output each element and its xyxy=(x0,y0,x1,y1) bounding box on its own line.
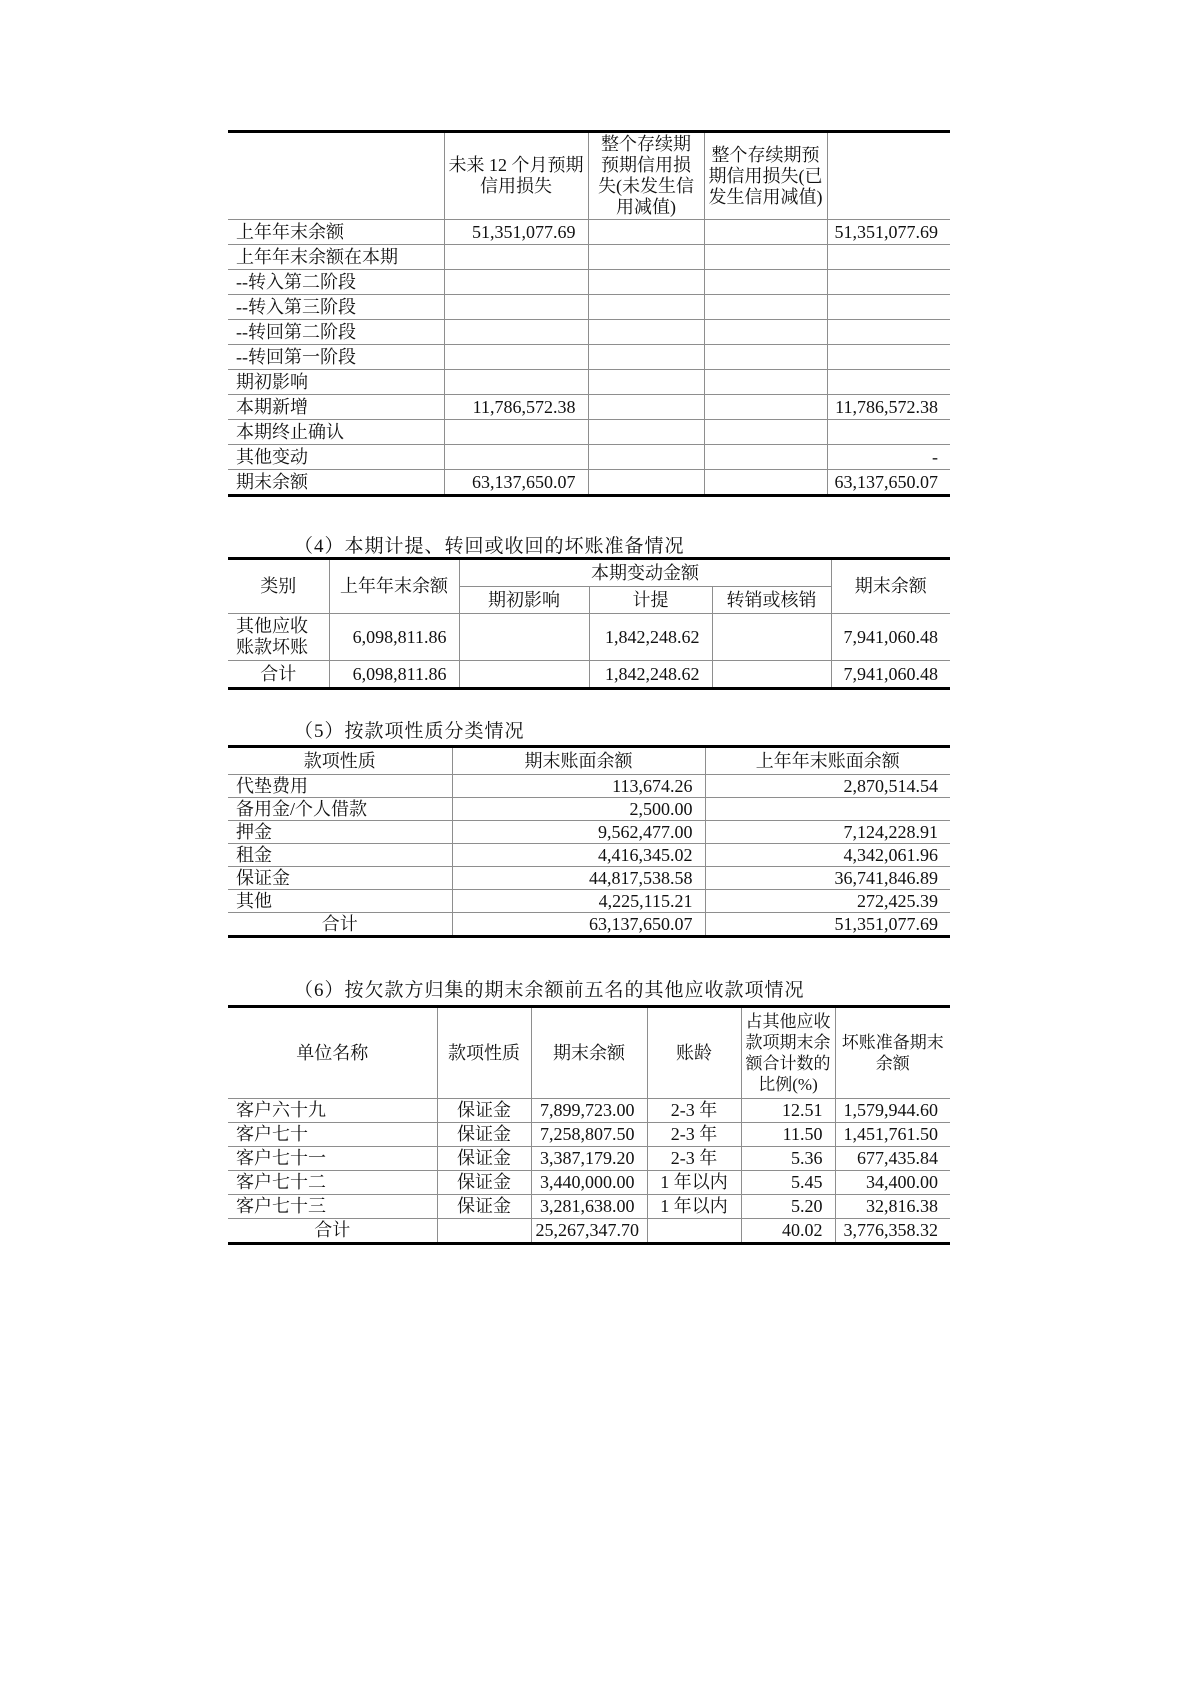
row-label: 其他变动 xyxy=(228,445,444,470)
row-label: 本期终止确认 xyxy=(228,420,444,445)
table-row xyxy=(228,867,950,890)
cell-value: 2-3 年 xyxy=(647,1123,741,1147)
cell-value: 51,351,077.69 xyxy=(827,220,950,245)
cell-value: 44,817,538.58 xyxy=(452,867,705,890)
cell-value: 51,351,077.69 xyxy=(705,913,950,937)
cell-value: 4,225,115.21 xyxy=(452,890,705,913)
cell-value: 25,267,347.70 xyxy=(531,1219,647,1244)
cell-value xyxy=(588,395,704,420)
provision-change-table-wrapper xyxy=(228,557,950,690)
cell-value: 保证金 xyxy=(437,1171,531,1195)
cell-value xyxy=(444,270,588,295)
cell-value: 保证金 xyxy=(437,1147,531,1171)
cell-value: 1 年以内 xyxy=(647,1195,741,1219)
cell-value xyxy=(705,798,950,821)
row-label: 保证金 xyxy=(228,867,452,890)
cell-value xyxy=(588,320,704,345)
cell-value xyxy=(444,320,588,345)
cell-value xyxy=(588,245,704,270)
top-five-debtors-table xyxy=(228,1005,950,1245)
column-header: 期初影响 xyxy=(459,587,589,614)
cell-value: 2,870,514.54 xyxy=(705,775,950,798)
cell-value: 5.45 xyxy=(741,1171,835,1195)
cell-value xyxy=(647,1219,741,1244)
cell-value xyxy=(444,345,588,370)
cell-value xyxy=(704,345,827,370)
column-header: 未来 12 个月预期信用损失 xyxy=(444,132,588,220)
column-header: 单位名称 xyxy=(228,1007,437,1099)
cell-value xyxy=(588,420,704,445)
row-label: --转回第一阶段 xyxy=(228,345,444,370)
table-row xyxy=(228,220,950,245)
cell-value: 1,451,761.50 xyxy=(835,1123,950,1147)
cell-value: 2-3 年 xyxy=(647,1099,741,1123)
cell-value xyxy=(712,661,831,689)
nature-classification-table-wrapper xyxy=(228,745,950,938)
column-header: 转销或核销 xyxy=(712,587,831,614)
cell-value: 7,941,060.48 xyxy=(831,614,950,661)
table-row xyxy=(228,295,950,320)
column-header-group: 本期变动金额 xyxy=(459,559,831,587)
column-header: 款项性质 xyxy=(228,747,452,775)
cell-value xyxy=(827,270,950,295)
row-label: 合计 xyxy=(228,1219,437,1244)
ecl-stage-table-wrapper xyxy=(228,130,950,497)
cell-value xyxy=(827,345,950,370)
cell-value xyxy=(704,370,827,395)
cell-value: 51,351,077.69 xyxy=(444,220,588,245)
cell-value: 5.36 xyxy=(741,1147,835,1171)
column-header xyxy=(827,132,950,220)
provision-header-row1 xyxy=(228,559,950,587)
row-label: 客户七十二 xyxy=(228,1171,437,1195)
cell-value xyxy=(712,614,831,661)
column-header: 账龄 xyxy=(647,1007,741,1099)
cell-value xyxy=(704,445,827,470)
cell-value: 32,816.38 xyxy=(835,1195,950,1219)
cell-value xyxy=(444,295,588,320)
cell-value xyxy=(827,320,950,345)
provision-change-table xyxy=(228,557,950,690)
table-row xyxy=(228,1123,950,1147)
cell-value: 5.20 xyxy=(741,1195,835,1219)
row-label: --转入第三阶段 xyxy=(228,295,444,320)
cell-value: 63,137,650.07 xyxy=(444,470,588,496)
cell-value xyxy=(444,245,588,270)
cell-value xyxy=(459,614,589,661)
row-label: 合计 xyxy=(228,661,329,689)
row-label: 上年年末余额在本期 xyxy=(228,245,444,270)
row-label: 合计 xyxy=(228,913,452,937)
cell-value: 677,435.84 xyxy=(835,1147,950,1171)
debtors-header-row xyxy=(228,1007,950,1099)
cell-value xyxy=(704,295,827,320)
column-header: 计提 xyxy=(589,587,712,614)
row-label: 客户七十三 xyxy=(228,1195,437,1219)
table-row xyxy=(228,1099,950,1123)
row-label: 期初影响 xyxy=(228,370,444,395)
column-header xyxy=(228,132,444,220)
column-header: 期末余额 xyxy=(831,559,950,614)
section6-title: （6）按欠款方归集的期末余额前五名的其他应收款项情况 xyxy=(294,980,805,1001)
cell-value: 1,842,248.62 xyxy=(589,614,712,661)
cell-value: 保证金 xyxy=(437,1195,531,1219)
cell-value xyxy=(588,295,704,320)
cell-value xyxy=(827,295,950,320)
cell-value xyxy=(704,470,827,496)
column-header: 坏账准备期末余额 xyxy=(835,1007,950,1099)
cell-value xyxy=(444,370,588,395)
cell-value xyxy=(588,445,704,470)
table-row xyxy=(228,345,950,370)
row-label: 客户七十一 xyxy=(228,1147,437,1171)
cell-value xyxy=(704,245,827,270)
cell-value xyxy=(588,470,704,496)
column-header: 款项性质 xyxy=(437,1007,531,1099)
cell-value: - xyxy=(827,445,950,470)
cell-value: 保证金 xyxy=(437,1123,531,1147)
table-row xyxy=(228,270,950,295)
row-label: 其他 xyxy=(228,890,452,913)
cell-value xyxy=(588,370,704,395)
cell-value xyxy=(827,245,950,270)
row-label: 代垫费用 xyxy=(228,775,452,798)
table-row-total xyxy=(228,1219,950,1244)
cell-value: 11.50 xyxy=(741,1123,835,1147)
cell-value: 63,137,650.07 xyxy=(452,913,705,937)
cell-value: 113,674.26 xyxy=(452,775,705,798)
nature-classification-table xyxy=(228,745,950,938)
cell-value: 6,098,811.86 xyxy=(329,661,459,689)
table-row xyxy=(228,395,950,420)
cell-value xyxy=(459,661,589,689)
column-header: 整个存续期预期信用损失(已发生信用减值) xyxy=(704,132,827,220)
column-header: 期末账面余额 xyxy=(452,747,705,775)
table-row xyxy=(228,370,950,395)
cell-value xyxy=(444,445,588,470)
column-header: 上年年末账面余额 xyxy=(705,747,950,775)
table-row xyxy=(228,320,950,345)
cell-value: 3,776,358.32 xyxy=(835,1219,950,1244)
cell-value: 7,258,807.50 xyxy=(531,1123,647,1147)
row-label: 备用金/个人借款 xyxy=(228,798,452,821)
ecl-header-row xyxy=(228,132,950,220)
row-label: 本期新增 xyxy=(228,395,444,420)
cell-value: 保证金 xyxy=(437,1099,531,1123)
table-row xyxy=(228,844,950,867)
table-row xyxy=(228,798,950,821)
row-label: 其他应收账款坏账 xyxy=(228,614,329,661)
row-label: 上年年末余额 xyxy=(228,220,444,245)
cell-value: 2-3 年 xyxy=(647,1147,741,1171)
cell-value: 63,137,650.07 xyxy=(827,470,950,496)
cell-value: 40.02 xyxy=(741,1219,835,1244)
table-row xyxy=(228,420,950,445)
row-label: 租金 xyxy=(228,844,452,867)
column-header: 整个存续期预期信用损失(未发生信用减值) xyxy=(588,132,704,220)
cell-value: 11,786,572.38 xyxy=(827,395,950,420)
cell-value xyxy=(588,270,704,295)
table-row-total xyxy=(228,661,950,689)
cell-value: 3,387,179.20 xyxy=(531,1147,647,1171)
top-five-debtors-table-wrapper xyxy=(228,1005,950,1245)
section4-title: （4）本期计提、转回或收回的坏账准备情况 xyxy=(294,536,685,557)
table-row xyxy=(228,445,950,470)
cell-value: 36,741,846.89 xyxy=(705,867,950,890)
ecl-stage-table xyxy=(228,130,950,497)
row-label: 押金 xyxy=(228,821,452,844)
cell-value: 34,400.00 xyxy=(835,1171,950,1195)
cell-value xyxy=(588,345,704,370)
cell-value: 7,899,723.00 xyxy=(531,1099,647,1123)
table-row xyxy=(228,1171,950,1195)
nature-header-row xyxy=(228,747,950,775)
row-label: --转入第二阶段 xyxy=(228,270,444,295)
table-row xyxy=(228,1195,950,1219)
cell-value: 2,500.00 xyxy=(452,798,705,821)
column-header: 类别 xyxy=(228,559,329,614)
table-row xyxy=(228,890,950,913)
row-label: 期末余额 xyxy=(228,470,444,496)
cell-value: 1,842,248.62 xyxy=(589,661,712,689)
column-header: 占其他应收款项期末余额合计数的比例(%) xyxy=(741,1007,835,1099)
table-row xyxy=(228,614,950,661)
cell-value xyxy=(444,420,588,445)
cell-value: 4,416,345.02 xyxy=(452,844,705,867)
table-row xyxy=(228,470,950,496)
table-row-total xyxy=(228,913,950,937)
cell-value xyxy=(704,395,827,420)
cell-value: 12.51 xyxy=(741,1099,835,1123)
column-header: 期末余额 xyxy=(531,1007,647,1099)
cell-value xyxy=(588,220,704,245)
cell-value: 4,342,061.96 xyxy=(705,844,950,867)
table-row xyxy=(228,245,950,270)
table-row xyxy=(228,1147,950,1171)
row-label: 客户六十九 xyxy=(228,1099,437,1123)
cell-value: 1,579,944.60 xyxy=(835,1099,950,1123)
cell-value xyxy=(704,420,827,445)
cell-value xyxy=(704,320,827,345)
cell-value: 3,440,000.00 xyxy=(531,1171,647,1195)
cell-value xyxy=(827,420,950,445)
cell-value: 1 年以内 xyxy=(647,1171,741,1195)
cell-value: 272,425.39 xyxy=(705,890,950,913)
table-row xyxy=(228,821,950,844)
cell-value: 9,562,477.00 xyxy=(452,821,705,844)
row-label: 客户七十 xyxy=(228,1123,437,1147)
row-label: --转回第二阶段 xyxy=(228,320,444,345)
cell-value: 11,786,572.38 xyxy=(444,395,588,420)
cell-value: 3,281,638.00 xyxy=(531,1195,647,1219)
table-row xyxy=(228,775,950,798)
cell-value xyxy=(827,370,950,395)
cell-value xyxy=(704,220,827,245)
cell-value: 6,098,811.86 xyxy=(329,614,459,661)
cell-value: 7,124,228.91 xyxy=(705,821,950,844)
column-header: 上年年末余额 xyxy=(329,559,459,614)
cell-value xyxy=(704,270,827,295)
cell-value xyxy=(437,1219,531,1244)
cell-value: 7,941,060.48 xyxy=(831,661,950,689)
section5-title: （5）按款项性质分类情况 xyxy=(294,721,525,742)
